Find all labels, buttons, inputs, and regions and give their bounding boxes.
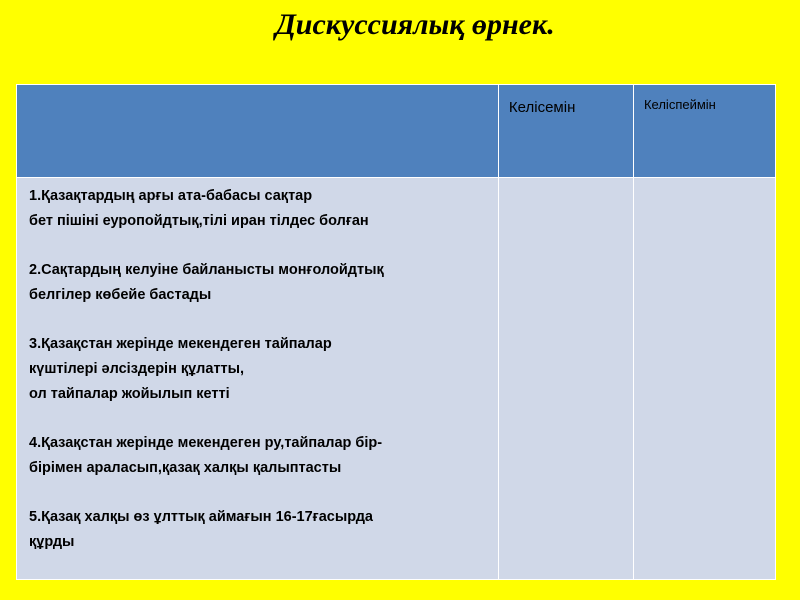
header-disagree-label: Келіспеймін: [643, 97, 716, 112]
statement-line: бет пішіні еуропойдтық,тілі иран тілдес болған: [29, 213, 369, 229]
page-title: Дискуссиялық өрнек.: [275, 8, 555, 41]
statements-list: [17, 178, 498, 555]
disagree-cell: [633, 178, 775, 580]
statement-line: 2.Сақтардың келуіне байланысты монғолойдтық: [29, 262, 384, 278]
statement-item: [29, 505, 488, 555]
statement-line: ол тайпалар жойылып кетті: [29, 386, 230, 402]
table-body-row: [17, 178, 776, 580]
statement-line: 3.Қазақстан жерінде мекендеген тайпалар: [29, 336, 332, 352]
statement-item: [29, 332, 488, 407]
agree-cell: [498, 178, 633, 580]
table-header-row: [17, 85, 776, 178]
statement-line: белгілер көбейе бастады: [29, 287, 212, 303]
discussion-table: [16, 84, 776, 580]
header-cell-agree: [498, 85, 633, 178]
statements-cell: [17, 178, 499, 580]
header-cell-disagree: [633, 85, 775, 178]
statement-line: бірімен араласып,қазақ халқы қалыптасты: [29, 460, 342, 476]
statement-item: [29, 431, 488, 481]
statement-item: [29, 184, 488, 234]
statement-line: құрды: [29, 534, 75, 550]
statement-item: [29, 258, 488, 308]
statement-line: 4.Қазақстан жерінде мекендеген ру,тайпалар бір-: [29, 435, 383, 451]
statement-line: 1.Қазақтардың арғы ата-бабасы сақтар: [29, 188, 313, 204]
header-statements-label: [17, 85, 498, 99]
statement-line: 5.Қазақ халқы өз ұлттық аймағын 16-17ғасырда: [29, 509, 373, 525]
header-agree-label: Келісемін: [508, 99, 576, 116]
header-cell-statements: [17, 85, 499, 178]
statement-line: күштілері әлсіздерін құлатты,: [29, 361, 245, 377]
